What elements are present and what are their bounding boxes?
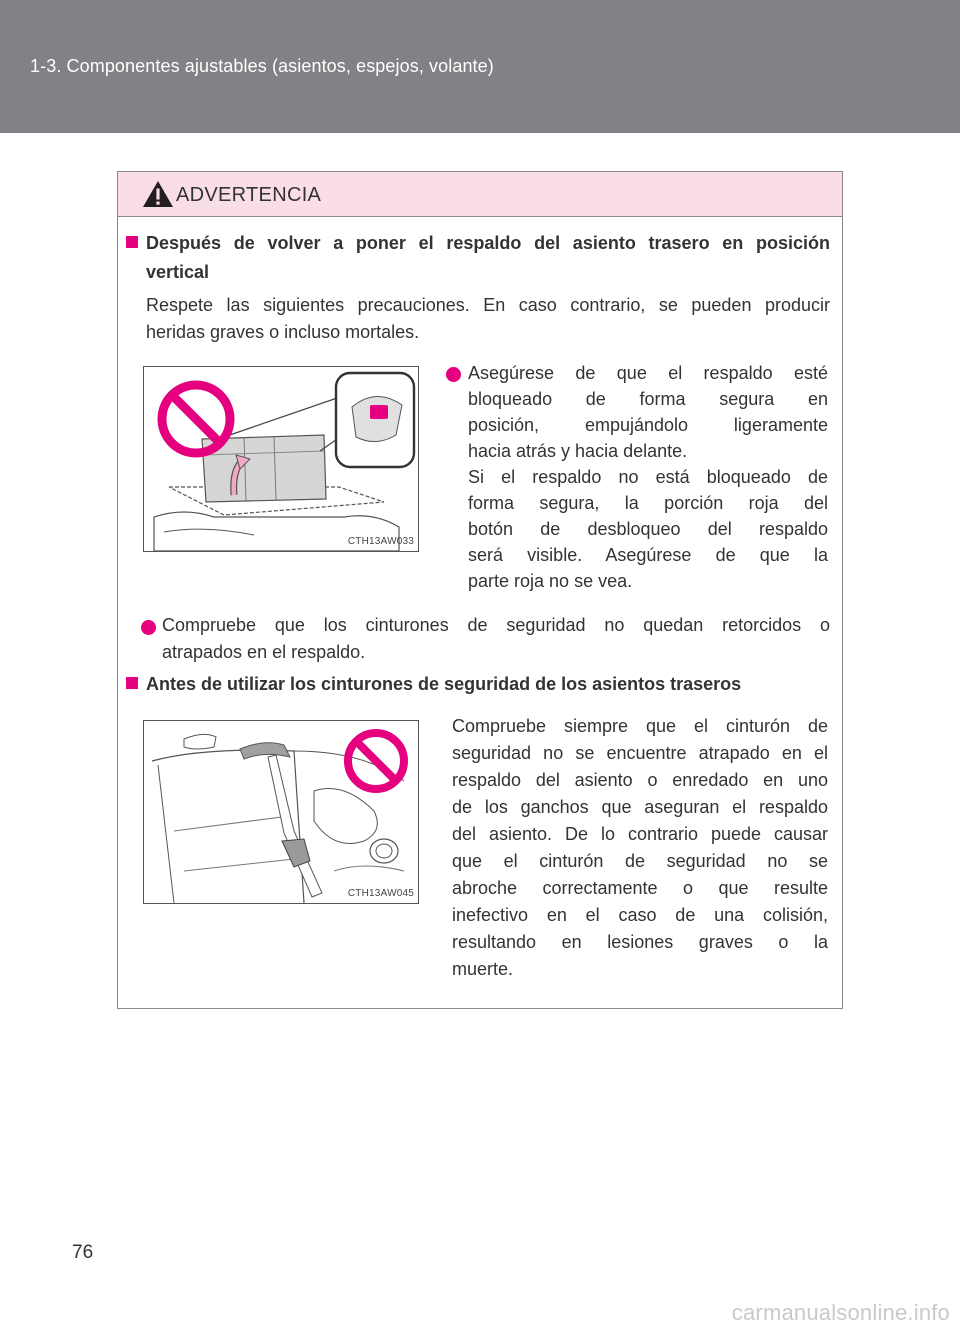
section2-line: del asiento. De lo contrario puede causar [452,824,828,844]
illustration-seat-backrest [143,366,419,552]
section1-title-line2: vertical [146,262,210,282]
section1-bullet1 [468,360,828,594]
section-square-marker [126,677,138,689]
section1-title-line1: Después de volver a poner el respaldo del asiento trasero en posición [146,233,830,253]
bullet1-line: hacia atrás y hacia delante. [468,441,688,461]
section-square-marker [126,236,138,248]
warning-header [118,172,842,217]
section2-line: de los ganchos que aseguran el respaldo [452,797,828,817]
bullet1-line: bloqueado de forma segura en [468,389,828,409]
page-header [0,0,960,133]
illustration-code: CTH13AW045 [347,888,414,899]
bullet-marker [446,367,461,382]
bullet1-line: parte roja no se vea. [468,571,633,591]
section2-title [126,670,830,699]
bullet1-line: Si el respaldo no está bloqueado de [468,467,828,487]
bullet1-line: posición, empujándolo ligeramente [468,415,828,435]
bullet1-line: botón de desbloqueo del respaldo [468,519,828,539]
section2-line: Compruebe siempre que el cinturón de [452,716,828,736]
warning-triangle-icon [142,180,174,208]
warning-box [117,171,843,1009]
bullet2-line: Compruebe que los cinturones de seguridad no quedan retorcidos o [162,615,830,635]
section2-line: resultando en lesiones graves o la [452,932,828,952]
section2-line: abroche correctamente o que resulte [452,878,828,898]
watermark: carmanualsonline.info [731,1300,950,1325]
intro-line: Respete las siguientes precauciones. En caso contrario, se pueden producir [146,295,830,315]
illustration-code: CTH13AW033 [347,536,414,547]
illustration-seatbelt [143,720,419,904]
section2-text [452,713,828,983]
section2-line: inefectivo en el caso de una colisión, [452,905,828,925]
section1-intro [146,292,830,346]
bullet1-line: forma segura, la porción roja del [468,493,828,513]
section2-line: respaldo del asiento o enredado en uno [452,770,828,790]
section1-title [126,229,830,287]
bullet1-line: será visible. Asegúrese de que la [468,545,828,565]
section1-bullet2 [162,612,830,666]
intro-line: heridas graves o incluso mortales. [146,322,420,342]
section2-line: que el cinturón de seguridad no se [452,851,828,871]
section2-title-text: Antes de utilizar los cinturones de seguridad de los asientos traseros [146,674,742,694]
bullet1-line: Asegúrese de que el respaldo esté [468,363,828,383]
section2-line: muerte. [452,959,514,979]
section-title: 1-3. Componentes ajustables (asientos, espejos, volante) [30,56,494,76]
bullet-marker [141,620,156,635]
page-number: 76 [72,1242,94,1263]
section2-line: seguridad no se encuentre atrapado en el [452,743,828,763]
warning-title: ADVERTENCIA [176,184,322,206]
bullet2-line: atrapados en el respaldo. [162,642,366,662]
